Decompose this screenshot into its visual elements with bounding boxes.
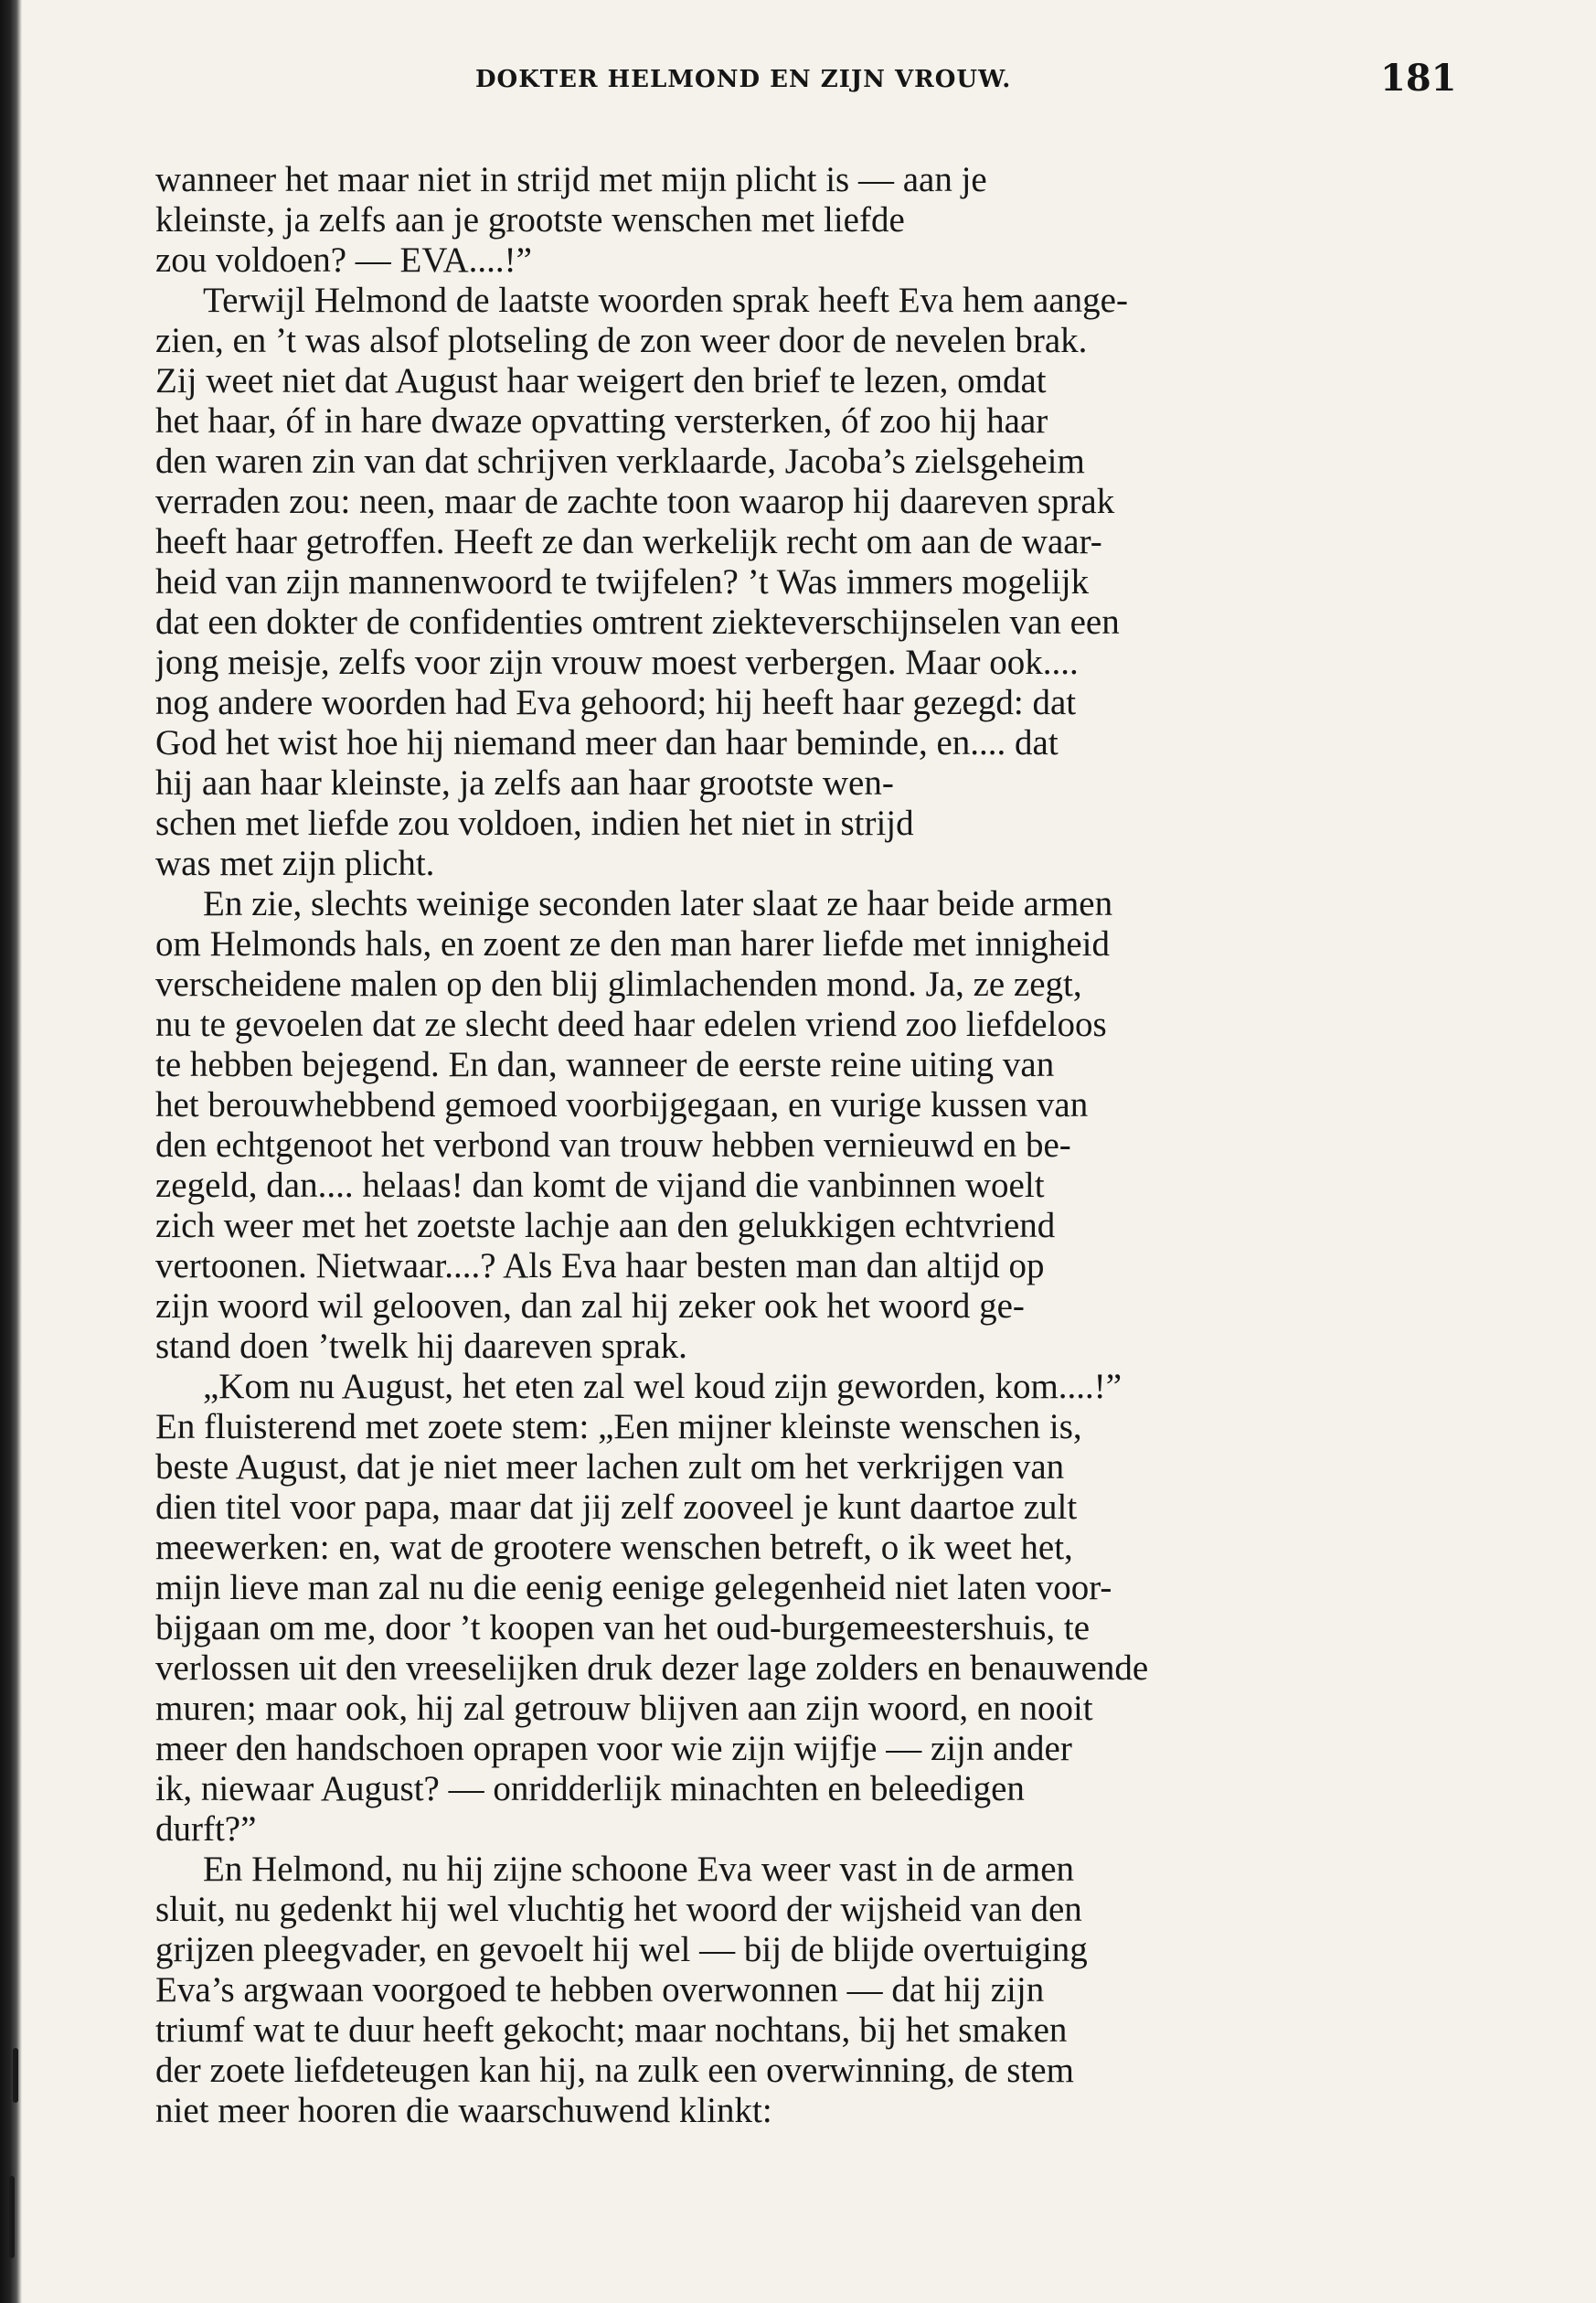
text-line: niet meer hooren die waarschuwend klinkt: [155,2091,772,2130]
text-line: dien titel voor papa, maar dat jij zelf zooveel je kunt daartoe zult [155,1487,1078,1527]
text-line: Terwijl Helmond de laatste woorden sprak heeft Eva hem aange- [203,281,1128,320]
text-line: meer den handschoen oprapen voor wie zijn wijfje — zijn ander [155,1729,1072,1768]
page-number: 181 [1380,57,1457,100]
text-line: hij aan haar kleinste, ja zelfs aan haar grootste wen- [155,763,894,803]
text-line: En zie, slechts weinige seconden later slaat ze haar beide armen [203,884,1113,923]
text-line: „Kom nu August, het eten zal wel koud zijn geworden, kom....!” [203,1367,1123,1406]
text-line: bijgaan om me, door ’t koopen van het oud-burgemeestershuis, te [155,1608,1091,1647]
text-line: het haar, óf in hare dwaze opvatting versterken, óf zoo hij haar [155,401,1048,441]
text-line: nog andere woorden had Eva gehoord; hij heeft haar gezegd: dat [155,683,1077,722]
text-line: heeft haar getroffen. Heeft ze dan werkelijk recht om aan de waar- [155,522,1102,561]
body-text [155,160,1463,2131]
text-line: verscheidene malen op den blij glimlachenden mond. Ja, ze zegt, [155,965,1082,1004]
text-line: wanneer het maar niet in strijd met mijn plicht is — aan je [155,160,987,199]
text-line: Eva’s argwaan voorgoed te hebben overwonnen — dat hij zijn [155,1970,1045,2010]
text-line: God het wist hoe hij niemand meer dan haar beminde, en.... dat [155,723,1059,762]
text-line: het berouwhebbend gemoed voorbijgegaan, en vurige kussen van [155,1085,1089,1125]
text-line: was met zijn plicht. [155,844,435,883]
text-line: zou voldoen? — EVA....!” [155,240,532,280]
binding-speck [9,2176,15,2258]
text-line: heid van zijn mannenwoord te twijfelen? ’t Was immers mogelijk [155,562,1090,602]
text-line: muren; maar ook, hij zal getrouw blijven aan zijn woord, en nooit [155,1689,1093,1728]
text-line: kleinste, ja zelfs aan je grootste wenschen met liefde [155,200,905,240]
text-line: zegeld, dan.... helaas! dan komt de vijand die vanbinnen woelt [155,1166,1045,1205]
page-binding-edge [0,0,22,2303]
text-line: dat een dokter de confidenties omtrent ziekteverschijnselen van een [155,602,1120,642]
text-line: te hebben bejegend. En dan, wanneer de eerste reine uiting van [155,1045,1055,1084]
text-line: meewerken: en, wat de grootere wenschen betreft, o ik weet het, [155,1528,1073,1567]
text-line: Zij weet niet dat August haar weigert den brief te lezen, omdat [155,361,1047,400]
text-line: zich weer met het zoetste lachje aan den gelukkigen echtvriend [155,1206,1056,1245]
text-line: En fluisterend met zoete stem: „Een mijner kleinste wenschen is, [155,1407,1082,1446]
text-line: verlossen uit den vreeselijken druk dezer lage zolders en benauwende [155,1648,1149,1688]
text-line: mijn lieve man zal nu die eenig eenige gelegenheid niet laten voor- [155,1568,1112,1607]
text-line: om Helmonds hals, en zoent ze den man harer liefde met innigheid [155,924,1110,964]
text-line: den echtgenoot het verbond van trouw hebben vernieuwd en be- [155,1125,1071,1165]
text-line: der zoete liefdeteugen kan hij, na zulk een overwinning, de stem [155,2051,1074,2090]
text-line: stand doen ’twelk hij daareven sprak. [155,1327,687,1366]
text-line: durft?” [155,1809,257,1849]
text-line: zijn woord wil gelooven, dan zal hij zeker ook het woord ge- [155,1286,1025,1326]
text-line: En Helmond, nu hij zijne schoone Eva weer vast in de armen [203,1850,1075,1889]
running-title: DOKTER HELMOND EN ZIJN VROUW. [475,66,1012,93]
text-line: ik, niewaar August? — onridderlijk minachten en beleedigen [155,1769,1025,1808]
text-line: triumf wat te duur heeft gekocht; maar nochtans, bij het smaken [155,2010,1068,2050]
text-line: den waren zin van dat schrijven verklaarde, Jacoba’s zielsgeheim [155,442,1085,481]
text-line: verraden zou: neen, maar de zachte toon waarop hij daareven sprak [155,482,1115,521]
text-line: nu te gevoelen dat ze slecht deed haar edelen vriend zoo liefdeloos [155,1005,1107,1044]
text-line: zien, en ’t was alsof plotseling de zon weer door de nevelen brak. [155,321,1088,360]
text-line: beste August, dat je niet meer lachen zult om het verkrijgen van [155,1447,1065,1487]
text-line: jong meisje, zelfs voor zijn vrouw moest verbergen. Maar ook.... [155,643,1079,682]
binding-speck [13,2048,18,2103]
text-line: vertoonen. Nietwaar....? Als Eva haar besten man dan altijd op [155,1246,1045,1285]
text-line: sluit, nu gedenkt hij wel vluchtig het woord der wijsheid van den [155,1890,1082,1929]
text-line: schen met liefde zou voldoen, indien het niet in strijd [155,804,914,843]
text-line: grijzen pleegvader, en gevoelt hij wel — bij de blijde overtuiging [155,1930,1088,1969]
